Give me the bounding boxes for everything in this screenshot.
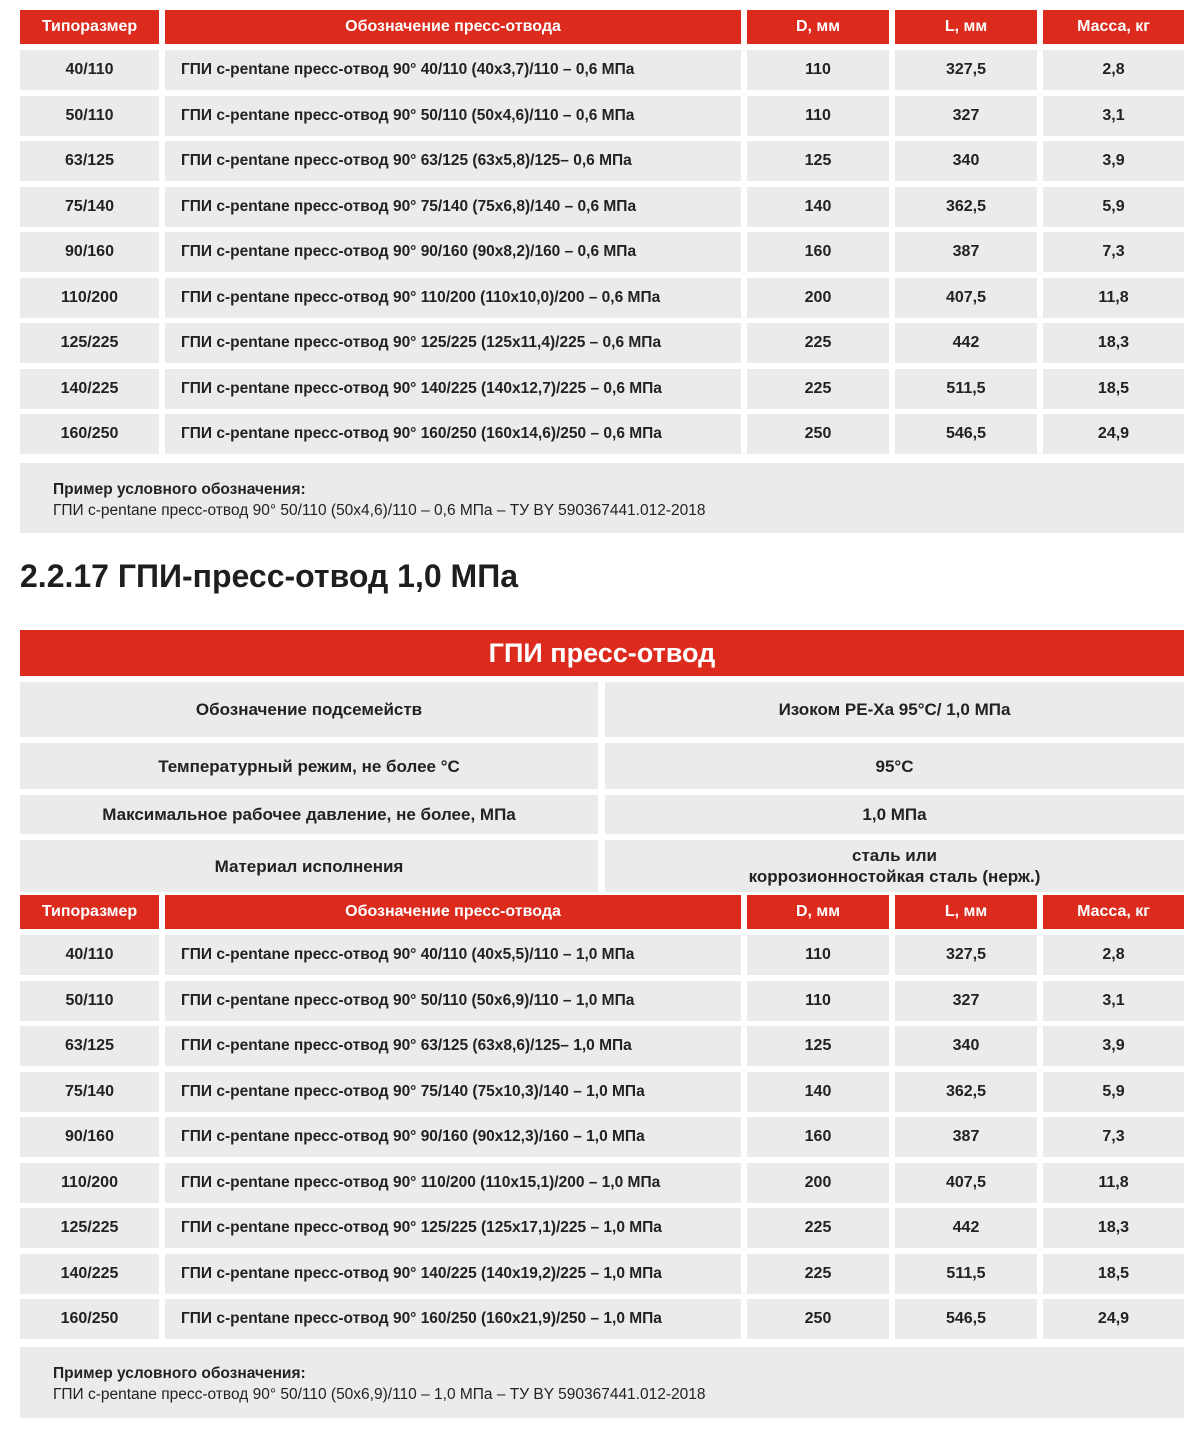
property-row bbox=[20, 743, 1184, 789]
cell-mass: 18,5 bbox=[1043, 369, 1184, 409]
cell-mass: 3,9 bbox=[1043, 141, 1184, 181]
cell-d: 110 bbox=[747, 935, 889, 975]
cell-mass: 7,3 bbox=[1043, 232, 1184, 272]
cell-d: 200 bbox=[747, 1163, 889, 1203]
spec-table-06 bbox=[20, 10, 1184, 460]
cell-designation: ГПИ c-pentane пресс-отвод 90° 160/250 (160х14,6)/250 – 0,6 МПа bbox=[165, 414, 741, 454]
table-row bbox=[20, 141, 1184, 181]
cell-l: 546,5 bbox=[895, 1299, 1037, 1339]
cell-l: 327,5 bbox=[895, 50, 1037, 90]
cell-size: 125/225 bbox=[20, 323, 159, 363]
cell-designation: ГПИ c-pentane пресс-отвод 90° 63/125 (63х5,8)/125– 0,6 МПа bbox=[165, 141, 741, 181]
cell-l: 340 bbox=[895, 1026, 1037, 1066]
table-row bbox=[20, 1163, 1184, 1203]
cell-l: 362,5 bbox=[895, 1072, 1037, 1112]
cell-d: 140 bbox=[747, 187, 889, 227]
table-row bbox=[20, 1117, 1184, 1157]
cell-d: 225 bbox=[747, 1254, 889, 1294]
cell-mass: 2,8 bbox=[1043, 50, 1184, 90]
cell-designation: ГПИ c-pentane пресс-отвод 90° 75/140 (75х6,8)/140 – 0,6 МПа bbox=[165, 187, 741, 227]
cell-size: 160/250 bbox=[20, 1299, 159, 1339]
header-size: Типоразмер bbox=[20, 895, 159, 929]
cell-size: 140/225 bbox=[20, 369, 159, 409]
cell-d: 160 bbox=[747, 1117, 889, 1157]
cell-designation: ГПИ c-pentane пресс-отвод 90° 90/160 (90х12,3)/160 – 1,0 МПа bbox=[165, 1117, 741, 1157]
table-header bbox=[20, 895, 1184, 929]
cell-designation: ГПИ c-pentane пресс-отвод 90° 50/110 (50х4,6)/110 – 0,6 МПа bbox=[165, 96, 741, 136]
header-designation: Обозначение пресс-отвода bbox=[165, 10, 741, 44]
table-header bbox=[20, 10, 1184, 44]
header-designation: Обозначение пресс-отвода bbox=[165, 895, 741, 929]
cell-designation: ГПИ c-pentane пресс-отвод 90° 50/110 (50х6,9)/110 – 1,0 МПа bbox=[165, 981, 741, 1021]
cell-size: 75/140 bbox=[20, 1072, 159, 1112]
cell-l: 387 bbox=[895, 232, 1037, 272]
cell-designation: ГПИ c-pentane пресс-отвод 90° 160/250 (160х21,9)/250 – 1,0 МПа bbox=[165, 1299, 741, 1339]
table-row bbox=[20, 278, 1184, 318]
cell-designation: ГПИ c-pentane пресс-отвод 90° 63/125 (63х8,6)/125– 1,0 МПа bbox=[165, 1026, 741, 1066]
cell-mass: 24,9 bbox=[1043, 1299, 1184, 1339]
table-row bbox=[20, 1208, 1184, 1248]
table-row bbox=[20, 96, 1184, 136]
property-value: Изоком PE-Xa 95°C/ 1,0 МПа bbox=[605, 682, 1184, 737]
cell-l: 327,5 bbox=[895, 935, 1037, 975]
cell-l: 327 bbox=[895, 981, 1037, 1021]
table-row bbox=[20, 369, 1184, 409]
example-box-06 bbox=[20, 463, 1184, 533]
cell-mass: 5,9 bbox=[1043, 1072, 1184, 1112]
spec-table-10 bbox=[20, 895, 1184, 1345]
example-box-10 bbox=[20, 1347, 1184, 1418]
table-row bbox=[20, 414, 1184, 454]
cell-d: 160 bbox=[747, 232, 889, 272]
cell-l: 442 bbox=[895, 323, 1037, 363]
cell-size: 63/125 bbox=[20, 1026, 159, 1066]
header-d: D, мм bbox=[747, 895, 889, 929]
property-row bbox=[20, 840, 1184, 892]
cell-designation: ГПИ c-pentane пресс-отвод 90° 125/225 (125х11,4)/225 – 0,6 МПа bbox=[165, 323, 741, 363]
header-mass: Масса, кг bbox=[1043, 10, 1184, 44]
properties-table bbox=[20, 682, 1184, 898]
cell-l: 407,5 bbox=[895, 278, 1037, 318]
cell-mass: 3,1 bbox=[1043, 96, 1184, 136]
cell-size: 50/110 bbox=[20, 96, 159, 136]
cell-size: 40/110 bbox=[20, 935, 159, 975]
table-body bbox=[20, 935, 1184, 1339]
cell-l: 407,5 bbox=[895, 1163, 1037, 1203]
cell-l: 340 bbox=[895, 141, 1037, 181]
table-row bbox=[20, 1254, 1184, 1294]
table-row bbox=[20, 1072, 1184, 1112]
cell-designation: ГПИ c-pentane пресс-отвод 90° 110/200 (110х15,1)/200 – 1,0 МПа bbox=[165, 1163, 741, 1203]
cell-mass: 24,9 bbox=[1043, 414, 1184, 454]
cell-designation: ГПИ c-pentane пресс-отвод 90° 125/225 (125х17,1)/225 – 1,0 МПа bbox=[165, 1208, 741, 1248]
cell-d: 200 bbox=[747, 278, 889, 318]
cell-d: 140 bbox=[747, 1072, 889, 1112]
table-row bbox=[20, 1026, 1184, 1066]
header-l: L, мм bbox=[895, 895, 1037, 929]
table-row bbox=[20, 232, 1184, 272]
cell-size: 110/200 bbox=[20, 278, 159, 318]
cell-l: 442 bbox=[895, 1208, 1037, 1248]
cell-d: 250 bbox=[747, 414, 889, 454]
cell-size: 125/225 bbox=[20, 1208, 159, 1248]
example-text: ГПИ c-pentane пресс-отвод 90° 50/110 (50х4,6)/110 – 0,6 МПа – ТУ BY 590367441.012-2018 bbox=[53, 502, 706, 519]
cell-mass: 2,8 bbox=[1043, 935, 1184, 975]
cell-mass: 18,5 bbox=[1043, 1254, 1184, 1294]
cell-designation: ГПИ c-pentane пресс-отвод 90° 110/200 (110х10,0)/200 – 0,6 МПа bbox=[165, 278, 741, 318]
cell-l: 327 bbox=[895, 96, 1037, 136]
header-d: D, мм bbox=[747, 10, 889, 44]
example-title: Пример условного обозначения: bbox=[53, 1365, 306, 1382]
table-row bbox=[20, 187, 1184, 227]
property-label: Максимальное рабочее давление, не более, МПа bbox=[20, 795, 598, 834]
table-row bbox=[20, 1299, 1184, 1339]
family-banner: ГПИ пресс-отвод bbox=[20, 630, 1184, 676]
example-text: ГПИ c-pentane пресс-отвод 90° 50/110 (50х6,9)/110 – 1,0 МПа – ТУ BY 590367441.012-2018 bbox=[53, 1386, 706, 1403]
example-title: Пример условного обозначения: bbox=[53, 481, 306, 498]
cell-size: 90/160 bbox=[20, 232, 159, 272]
cell-mass: 3,1 bbox=[1043, 981, 1184, 1021]
cell-l: 387 bbox=[895, 1117, 1037, 1157]
cell-designation: ГПИ c-pentane пресс-отвод 90° 40/110 (40х3,7)/110 – 0,6 МПа bbox=[165, 50, 741, 90]
property-value: 95°С bbox=[605, 743, 1184, 789]
table-row bbox=[20, 323, 1184, 363]
cell-l: 511,5 bbox=[895, 369, 1037, 409]
cell-d: 110 bbox=[747, 50, 889, 90]
cell-designation: ГПИ c-pentane пресс-отвод 90° 140/225 (140х19,2)/225 – 1,0 МПа bbox=[165, 1254, 741, 1294]
cell-size: 40/110 bbox=[20, 50, 159, 90]
property-label: Материал исполнения bbox=[20, 840, 598, 892]
cell-d: 125 bbox=[747, 141, 889, 181]
cell-designation: ГПИ c-pentane пресс-отвод 90° 140/225 (140х12,7)/225 – 0,6 МПа bbox=[165, 369, 741, 409]
cell-l: 546,5 bbox=[895, 414, 1037, 454]
cell-d: 125 bbox=[747, 1026, 889, 1066]
cell-size: 75/140 bbox=[20, 187, 159, 227]
cell-mass: 11,8 bbox=[1043, 1163, 1184, 1203]
cell-mass: 7,3 bbox=[1043, 1117, 1184, 1157]
property-value: сталь или коррозионностойкая сталь (нерж.) bbox=[605, 840, 1184, 892]
cell-size: 140/225 bbox=[20, 1254, 159, 1294]
property-row bbox=[20, 795, 1184, 834]
cell-mass: 3,9 bbox=[1043, 1026, 1184, 1066]
cell-mass: 5,9 bbox=[1043, 187, 1184, 227]
cell-size: 90/160 bbox=[20, 1117, 159, 1157]
cell-d: 225 bbox=[747, 369, 889, 409]
cell-designation: ГПИ c-pentane пресс-отвод 90° 75/140 (75х10,3)/140 – 1,0 МПа bbox=[165, 1072, 741, 1112]
cell-size: 63/125 bbox=[20, 141, 159, 181]
section-heading: 2.2.17 ГПИ-пресс-отвод 1,0 МПа bbox=[20, 558, 518, 594]
cell-mass: 11,8 bbox=[1043, 278, 1184, 318]
cell-d: 225 bbox=[747, 1208, 889, 1248]
property-row bbox=[20, 682, 1184, 737]
header-size: Типоразмер bbox=[20, 10, 159, 44]
cell-d: 110 bbox=[747, 96, 889, 136]
cell-d: 225 bbox=[747, 323, 889, 363]
cell-l: 511,5 bbox=[895, 1254, 1037, 1294]
header-mass: Масса, кг bbox=[1043, 895, 1184, 929]
header-l: L, мм bbox=[895, 10, 1037, 44]
cell-designation: ГПИ c-pentane пресс-отвод 90° 40/110 (40х5,5)/110 – 1,0 МПа bbox=[165, 935, 741, 975]
cell-size: 50/110 bbox=[20, 981, 159, 1021]
table-body bbox=[20, 50, 1184, 454]
cell-mass: 18,3 bbox=[1043, 1208, 1184, 1248]
table-row bbox=[20, 981, 1184, 1021]
table-row bbox=[20, 935, 1184, 975]
cell-mass: 18,3 bbox=[1043, 323, 1184, 363]
property-label: Обозначение подсемейств bbox=[20, 682, 598, 737]
cell-d: 110 bbox=[747, 981, 889, 1021]
table-row bbox=[20, 50, 1184, 90]
cell-size: 160/250 bbox=[20, 414, 159, 454]
property-label: Температурный режим, не более °С bbox=[20, 743, 598, 789]
cell-d: 250 bbox=[747, 1299, 889, 1339]
cell-designation: ГПИ c-pentane пресс-отвод 90° 90/160 (90х8,2)/160 – 0,6 МПа bbox=[165, 232, 741, 272]
property-value: 1,0 МПа bbox=[605, 795, 1184, 834]
cell-l: 362,5 bbox=[895, 187, 1037, 227]
cell-size: 110/200 bbox=[20, 1163, 159, 1203]
